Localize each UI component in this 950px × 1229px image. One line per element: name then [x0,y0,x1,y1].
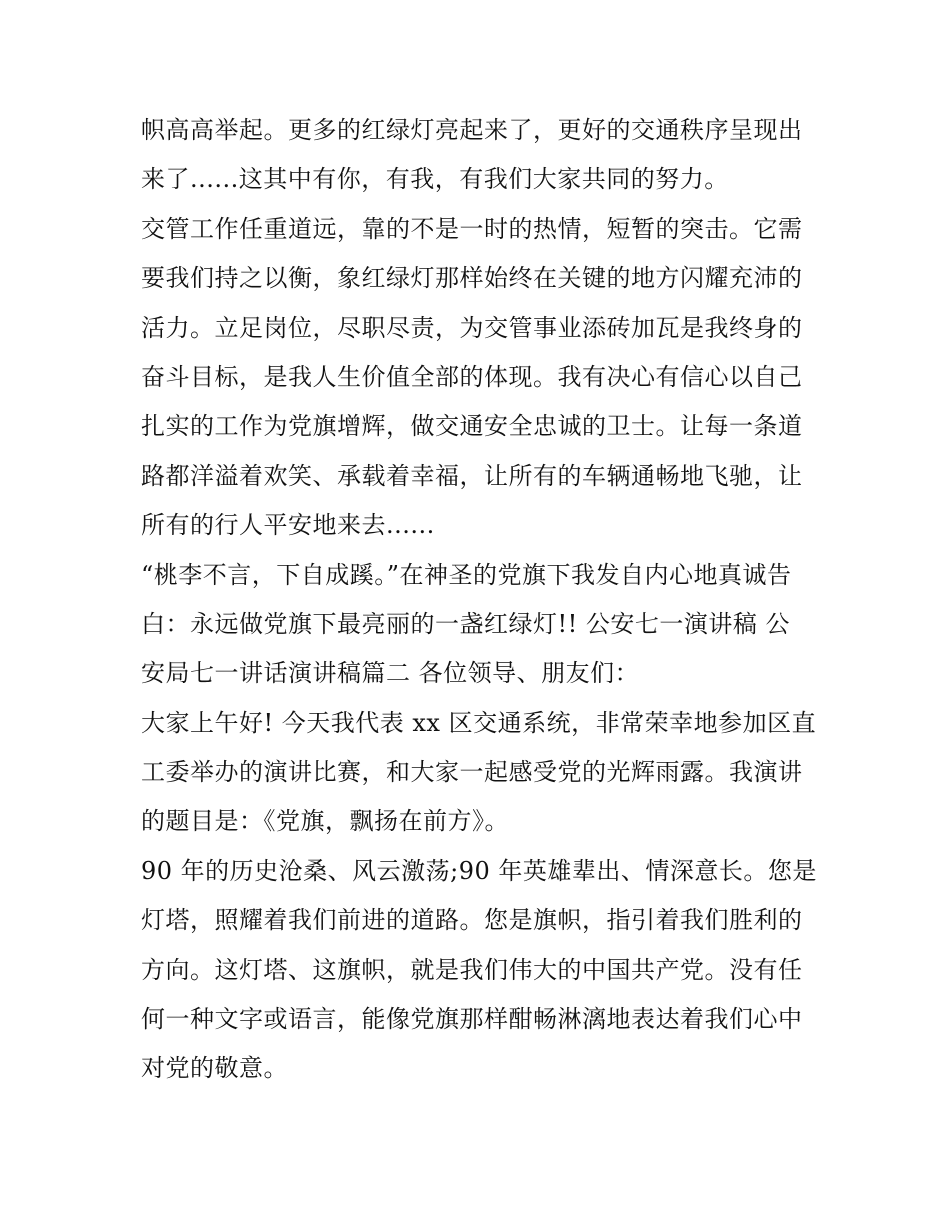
text-line: 灯塔，照耀着我们前进的道路。您是旗帜，指引着我们胜利的 [141,906,803,935]
text-line: “桃李不言，下自成蹊。”在神圣的党旗下我发自内心地真诚告 [141,560,792,589]
text-line: 帜高高举起。更多的红绿灯亮起来了，更好的交通秩序呈现出 [141,116,803,144]
text-line: 何一种文字或语言，能像党旗那样酣畅淋漓地表达着我们心中 [141,1005,803,1034]
text-line: 奋斗目标，是我人生价值全部的体现。我有决心有信心以自己 [141,362,803,391]
text-line: 方向。这灯塔、这旗帜，就是我们伟大的中国共产党。没有任 [141,955,803,984]
text-line: 要我们持之以衡，象红绿灯那样始终在关键的地方闪耀充沛的 [141,264,803,293]
text-line: 白：永远做党旗下最亮丽的一盏红绿灯!! 公安七一演讲稿 公 [141,609,791,638]
text-line: 所有的行人平安地来去...... [141,511,435,540]
text-line: 来了......这其中有你，有我，有我们大家共同的努力。 [141,165,729,194]
text-line: 扎实的工作为党旗增辉，做交通安全忠诚的卫士。让每一条道 [141,412,803,441]
text-line: 安局七一讲话演讲稿篇二 各位领导、朋友们： [141,659,640,688]
text-line: 的题目是：《党旗，飘扬在前方》。 [141,807,509,836]
text-line: 大家上午好! 今天我代表 xx 区交通系统，非常荣幸地参加区直 [141,708,817,737]
text-line: 交管工作任重道远，靠的不是一时的热情，短暂的突击。它需 [141,214,803,243]
text-line: 对党的敬意。 [141,1054,288,1083]
text-line: 工委举办的演讲比赛，和大家一起感受党的光辉雨露。我演讲 [141,758,803,787]
text-line: 活力。立足岗位，尽职尽责，为交管事业添砖加瓦是我终身的 [141,313,803,342]
text-line: 路都洋溢着欢笑、承载着幸福，让所有的车辆通畅地飞驰，让 [141,461,803,490]
body-text [141,106,817,1094]
text-line: 90 年的历史沧桑、风云激荡;90 年英雄辈出、情深意长。您是 [141,856,817,885]
